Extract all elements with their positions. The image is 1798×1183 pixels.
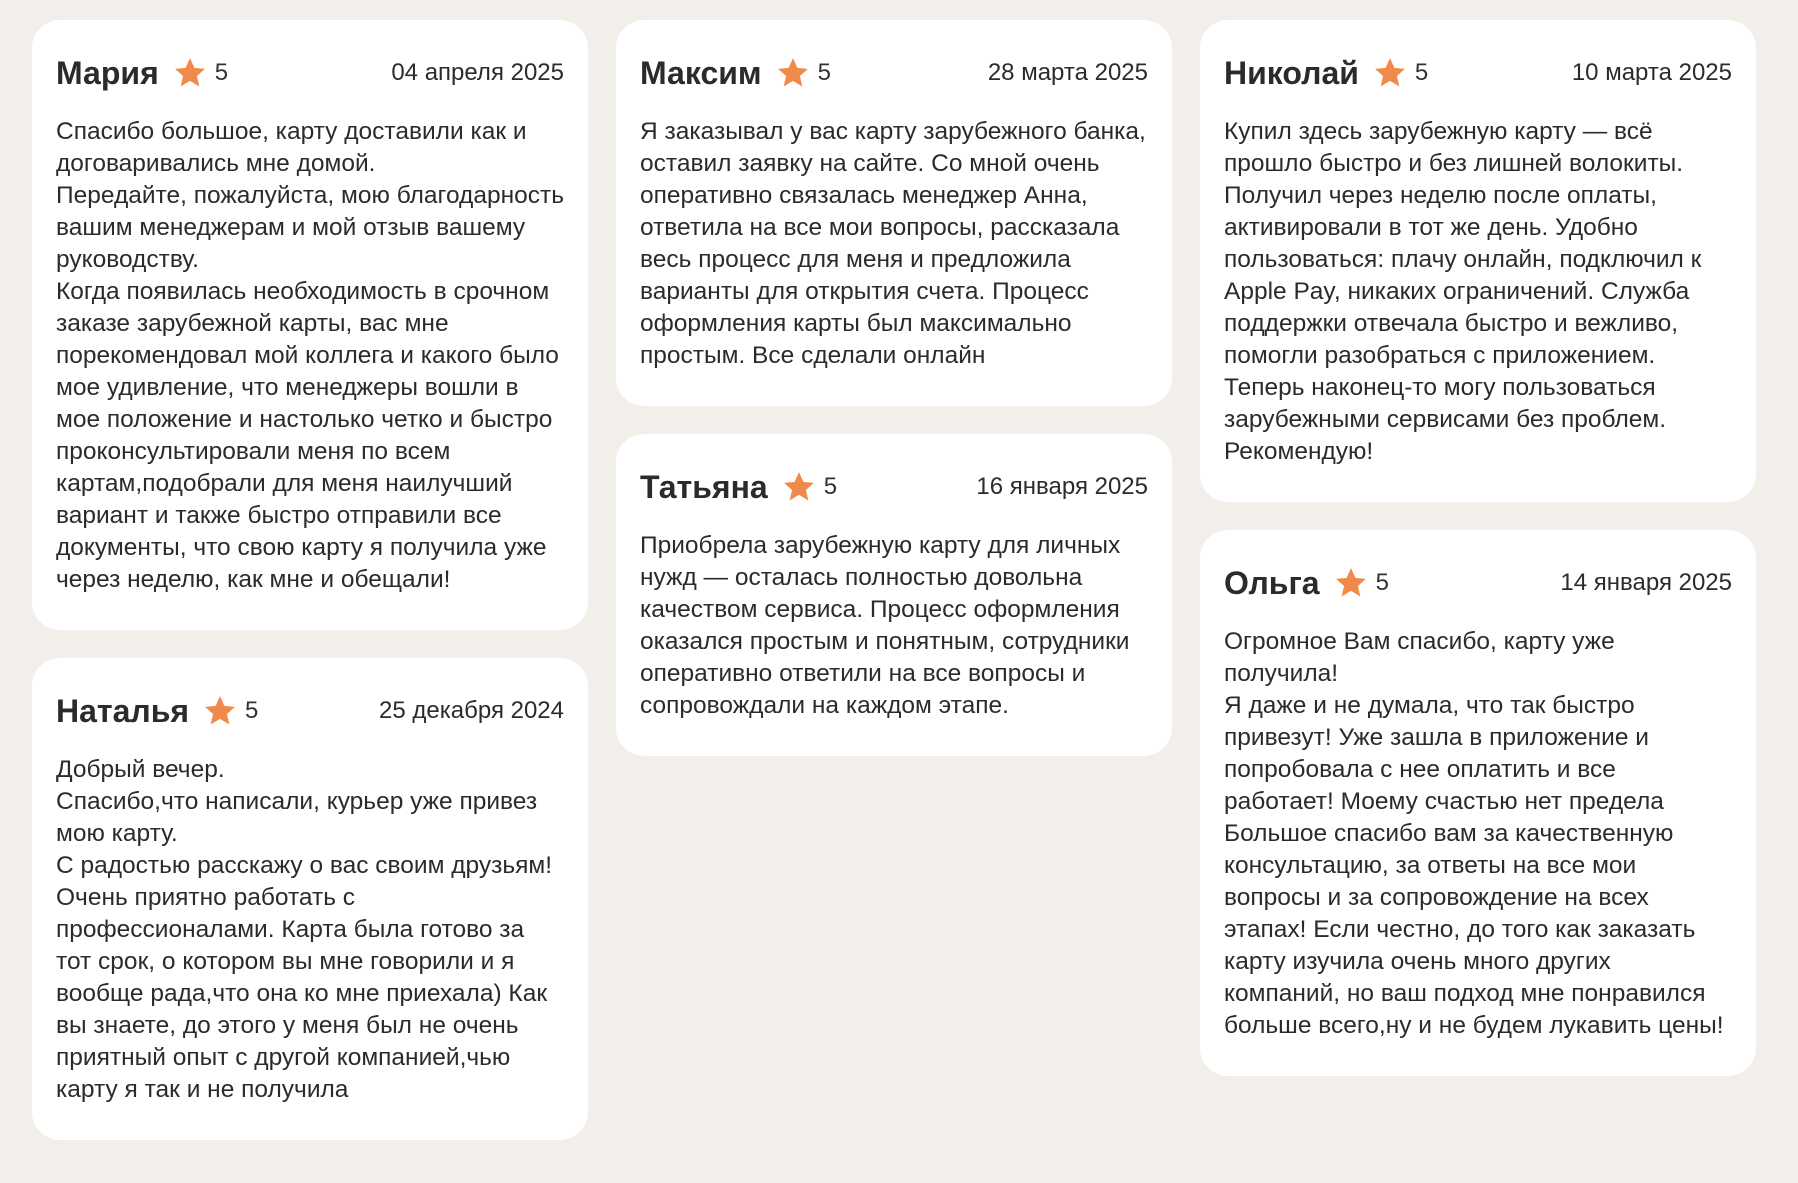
- reviews-grid: [32, 20, 1756, 1140]
- review-date: 16 января 2025: [976, 473, 1148, 500]
- star-icon: [782, 470, 816, 504]
- star-icon: [203, 694, 237, 728]
- review-card: [616, 20, 1172, 406]
- reviews-column-2: [616, 20, 1172, 756]
- review-card: [616, 434, 1172, 756]
- rating-value: 5: [1375, 569, 1389, 596]
- review-header: [640, 50, 1148, 96]
- reviewer-name: Николай: [1224, 54, 1359, 91]
- review-date: 04 апреля 2025: [391, 59, 564, 86]
- star-icon: [1334, 566, 1368, 600]
- star-icon: [1373, 56, 1407, 90]
- review-header: [1224, 560, 1732, 606]
- review-header: [1224, 50, 1732, 96]
- star-icon: [776, 56, 810, 90]
- review-date: 10 марта 2025: [1571, 59, 1732, 86]
- reviewer-name: Максим: [640, 54, 762, 91]
- rating-value: 5: [823, 473, 838, 500]
- rating-value: 5: [1414, 59, 1429, 86]
- review-date: 25 декабря 2024: [379, 697, 564, 724]
- reviewer-name: Ольга: [1224, 564, 1320, 601]
- review-header: [640, 464, 1148, 510]
- review-card: [32, 20, 588, 630]
- review-text: Я заказывал у вас карту зарубежного банка, оставил заявку на сайте. Со мной очень оперативно связалась менеджер Анна, ответила на все мои вопросы, рассказала весь процесс для меня и предложила варианты для открытия счета. Процесс оформления карты был максимально простым. Все сделали онлайн: [640, 118, 1146, 369]
- rating-value: 5: [214, 59, 229, 86]
- review-card: [1200, 20, 1756, 502]
- review-text: Спасибо большое, карту доставили как и договаривались мне домой. Передайте, пожалуйста, мою благодарность вашим менеджерам и мой отзыв вашему руководству. Когда появилась необходимость в срочном заказе зарубежной карты, вас мне порекомендовал мой коллега и какого было мое удивление, что менеджеры вошли в мое положение и настолько четко и быстро проконсультировали меня по всем картам,подобрали для меня наилучший вариант и также быстро отправили все документы, что свою карту я получила уже через неделю, как мне и обещали!: [56, 118, 564, 593]
- review-card: [32, 658, 588, 1140]
- rating-value: 5: [817, 59, 831, 86]
- reviewer-name: Татьяна: [640, 468, 768, 505]
- reviews-column-3: [1200, 20, 1756, 1076]
- review-header: [56, 50, 564, 96]
- rating-value: 5: [245, 697, 259, 724]
- review-date: 28 марта 2025: [987, 59, 1148, 86]
- review-text: Огромное Вам спасибо, карту уже получила! Я даже и не думала, что так быстро привезут! Уже зашла в приложение и попробовала с нее оплатить и все работает! Моему счастью нет предела Большое спасибо вам за качественную консультацию, за ответы на все мои вопросы и за сопровождение на всех этапах! Если честно, до того как заказать карту изучила очень много других компаний, но ваш подход мне понравился больше всего,ну и не будем лукавить цены!: [1224, 628, 1724, 1039]
- reviewer-name: Мария: [56, 54, 159, 91]
- review-text: Купил здесь зарубежную карту — всё прошло быстро и без лишней волокиты. Получил через неделю после оплаты, активировали в тот же день. Удобно пользоваться: плачу онлайн, подключил к Apple Pay, никаких ограничений. Служба поддержки отвечала быстро и вежливо, помогли разобраться с приложением. Теперь наконец-то могу пользоваться зарубежными сервисами без проблем. Рекомендую!: [1224, 118, 1702, 465]
- review-text: Добрый вечер. Спасибо,что написали, курьер уже привез мою карту. С радостью расскажу о вас своим друзьям! Очень приятно работать с профессионалами. Карта была готово за тот срок, о котором вы мне говорили и я вообще рада,что она ко мне приехала) Как вы знаете, до этого у меня был не очень приятный опыт с другой компанией,чью карту я так и не получила: [56, 756, 553, 1103]
- review-card: [1200, 530, 1756, 1076]
- review-date: 14 января 2025: [1560, 569, 1732, 596]
- reviews-column-1: [32, 20, 588, 1140]
- star-icon: [173, 56, 207, 90]
- review-header: [56, 688, 564, 734]
- review-text: Приобрела зарубежную карту для личных нужд — осталась полностью довольна качеством сервиса. Процесс оформления оказался простым и понятным, сотрудники оперативно ответили на все вопросы и сопровождали на каждом этапе.: [640, 532, 1130, 719]
- reviewer-name: Наталья: [56, 692, 190, 729]
